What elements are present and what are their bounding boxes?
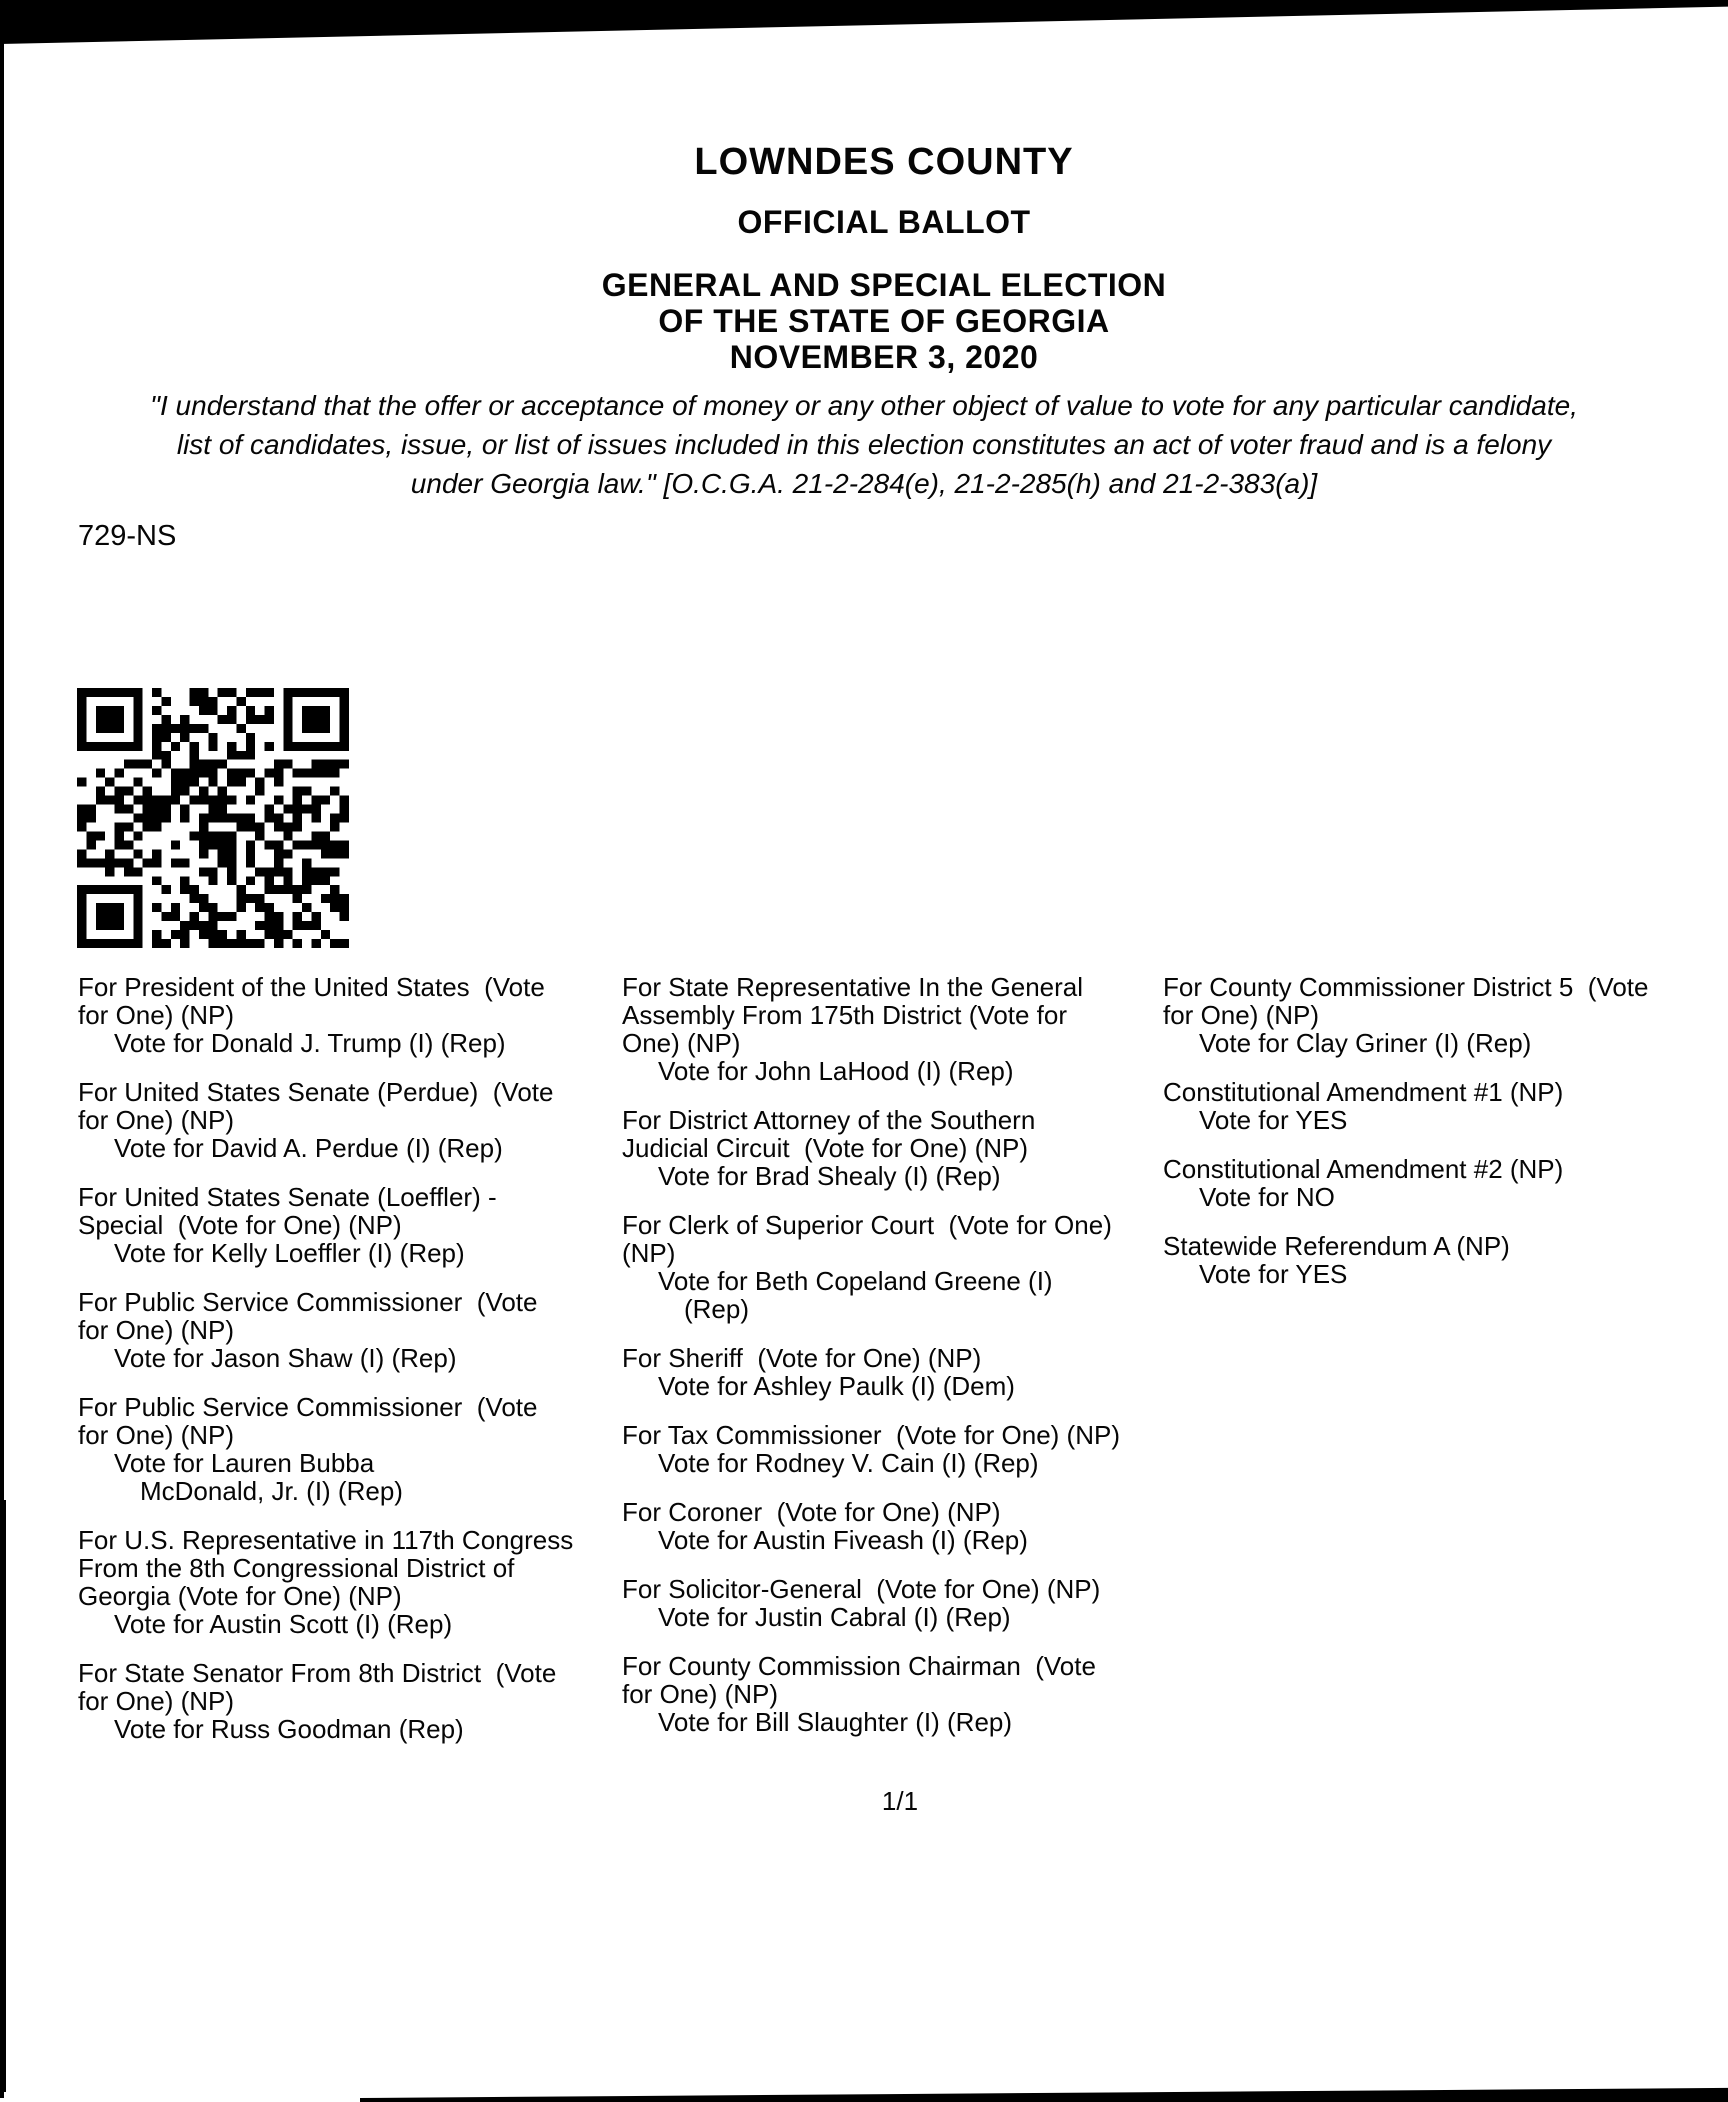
contest-title-line: for One) (NP)	[78, 1686, 235, 1716]
county-title: LOWNDES COUNTY	[694, 141, 1074, 183]
contest-title-line: for One) (NP)	[78, 1420, 235, 1450]
contest-vote-line: (Rep)	[684, 1294, 750, 1324]
contest-title-line: For District Attorney of the Southern	[622, 1105, 1036, 1135]
contest-title-line: Judicial Circuit (Vote for One) (NP)	[622, 1133, 1029, 1163]
contest-vote-line: Vote for Clay Griner (I) (Rep)	[1199, 1028, 1532, 1058]
disclaimer-line: list of candidates, issue, or list of issues included in this election constitutes an act of voter fraud and is a felony	[176, 429, 1552, 460]
contest-title-line: For Sheriff (Vote for One) (NP)	[622, 1343, 982, 1373]
contest-title-line: for One) (NP)	[78, 1000, 235, 1030]
contest-vote-line: Vote for David A. Perdue (I) (Rep)	[114, 1133, 503, 1163]
scan-top-bar	[0, 0, 1728, 44]
voter-fraud-disclaimer	[30, 386, 1698, 503]
contest-vote-line: Vote for Jason Shaw (I) (Rep)	[114, 1343, 457, 1373]
contest-title-line: Constitutional Amendment #2 (NP)	[1163, 1154, 1564, 1184]
contest-title-line: for One) (NP)	[1163, 1000, 1320, 1030]
scan-bottom-bar	[360, 2086, 1728, 2102]
contest-title-line: For Public Service Commissioner (Vote	[78, 1392, 538, 1422]
contest-title-line: Georgia (Vote for One) (NP)	[78, 1581, 402, 1611]
contest	[1163, 1078, 1728, 1134]
contest-title-line: For County Commission Chairman (Vote	[622, 1651, 1096, 1681]
contest	[78, 1393, 612, 1505]
contest-title-line: For County Commissioner District 5 (Vote	[1163, 973, 1649, 1002]
contest-vote-line: Vote for Bill Slaughter (I) (Rep)	[658, 1707, 1013, 1737]
contest	[78, 973, 612, 1057]
contest-title-line: For Coroner (Vote for One) (NP)	[622, 1497, 1001, 1527]
contest-title-line: Assembly From 175th District (Vote for	[622, 1000, 1068, 1030]
contest-vote-line: Vote for Kelly Loeffler (I) (Rep)	[114, 1238, 465, 1268]
contest-vote-line: Vote for Russ Goodman (Rep)	[114, 1714, 464, 1744]
election-title-line: NOVEMBER 3, 2020	[729, 339, 1039, 375]
contest	[78, 1659, 612, 1743]
contest-title-line: For United States Senate (Loeffler) -	[78, 1182, 497, 1212]
contest-vote-line: Vote for Lauren Bubba	[114, 1448, 375, 1478]
contest-title-line: (NP)	[622, 1238, 676, 1268]
contest-title-line: For Clerk of Superior Court (Vote for One)	[622, 1210, 1112, 1240]
contest-vote-line: Vote for NO	[1199, 1182, 1335, 1212]
contest-title-line: For Solicitor-General (Vote for One) (NP)	[622, 1574, 1101, 1604]
contest	[1163, 1155, 1728, 1211]
contest-vote-line: Vote for Beth Copeland Greene (I)	[658, 1266, 1053, 1296]
contest-title-line: for One) (NP)	[78, 1315, 235, 1345]
contest-title-line: For President of the United States (Vote	[78, 972, 545, 1002]
contest-vote-line: Vote for Rodney V. Cain (I) (Rep)	[658, 1448, 1039, 1478]
contest	[622, 1575, 1156, 1631]
ballot-header	[20, 142, 1728, 375]
qr-code	[77, 688, 349, 948]
contest	[622, 1344, 1156, 1400]
contest-vote-line: Vote for YES	[1199, 1105, 1348, 1135]
contest-column-3	[1163, 973, 1728, 1309]
contest-column-1	[78, 973, 612, 1764]
official-ballot-title: OFFICIAL BALLOT	[737, 204, 1031, 240]
contest	[78, 1526, 612, 1638]
contest-title-line: From the 8th Congressional District of	[78, 1553, 515, 1583]
contest	[78, 1078, 612, 1162]
page-number: 1/1	[881, 1786, 919, 1816]
contest	[78, 1183, 612, 1267]
contest	[622, 973, 1156, 1085]
contest	[622, 1652, 1156, 1736]
contest	[622, 1211, 1156, 1323]
contest-column-2	[622, 973, 1156, 1757]
contest-title-line: One) (NP)	[622, 1028, 741, 1058]
contest-vote-line: Vote for John LaHood (I) (Rep)	[658, 1056, 1014, 1086]
disclaimer-line: under Georgia law." [O.C.G.A. 21-2-284(e), 21-2-285(h) and 21-2-383(a)]	[410, 468, 1318, 499]
contest	[622, 1106, 1156, 1190]
contest-vote-line: Vote for Ashley Paulk (I) (Dem)	[658, 1371, 1015, 1401]
election-title-line: OF THE STATE OF GEORGIA	[658, 303, 1110, 339]
contest	[78, 1288, 612, 1372]
scan-left-edge-line-thick	[0, 1500, 6, 2092]
contest-title-line: For State Senator From 8th District (Vote	[78, 1658, 557, 1688]
contest-title-line: Statewide Referendum A (NP)	[1163, 1231, 1510, 1261]
contest-vote-line: Vote for YES	[1199, 1259, 1348, 1289]
election-title-line: GENERAL AND SPECIAL ELECTION	[601, 267, 1167, 303]
contest-vote-line: Vote for Austin Fiveash (I) (Rep)	[658, 1525, 1028, 1555]
contest-title-line: For State Representative In the General	[622, 972, 1084, 1002]
contest-title-line: For Tax Commissioner (Vote for One) (NP)	[622, 1420, 1120, 1450]
ballot-style-number: 729-NS	[78, 520, 177, 552]
contest-title-line: For Public Service Commissioner (Vote	[78, 1287, 538, 1317]
contest-title-line: For United States Senate (Perdue) (Vote	[78, 1077, 554, 1107]
disclaimer-line: "I understand that the offer or acceptance of money or any other object of value to vote for any particular candidate,	[150, 390, 1578, 421]
contest-title-line: Constitutional Amendment #1 (NP)	[1163, 1077, 1564, 1107]
contest-vote-line: Vote for Justin Cabral (I) (Rep)	[658, 1602, 1011, 1632]
contest-vote-line: Vote for Brad Shealy (I) (Rep)	[658, 1161, 1001, 1191]
contest-vote-line: Vote for Donald J. Trump (I) (Rep)	[114, 1028, 506, 1058]
contest-vote-line: Vote for Austin Scott (I) (Rep)	[114, 1609, 453, 1639]
contest	[1163, 973, 1728, 1057]
election-title	[20, 267, 1728, 375]
contest	[622, 1498, 1156, 1554]
contest-title-line: for One) (NP)	[622, 1679, 779, 1709]
contest-title-line: for One) (NP)	[78, 1105, 235, 1135]
contest-title-line: For U.S. Representative in 117th Congress	[78, 1525, 574, 1555]
contest-vote-line: McDonald, Jr. (I) (Rep)	[140, 1476, 403, 1506]
contest-title-line: Special (Vote for One) (NP)	[78, 1210, 402, 1240]
contest	[1163, 1232, 1728, 1288]
contest	[622, 1421, 1156, 1477]
